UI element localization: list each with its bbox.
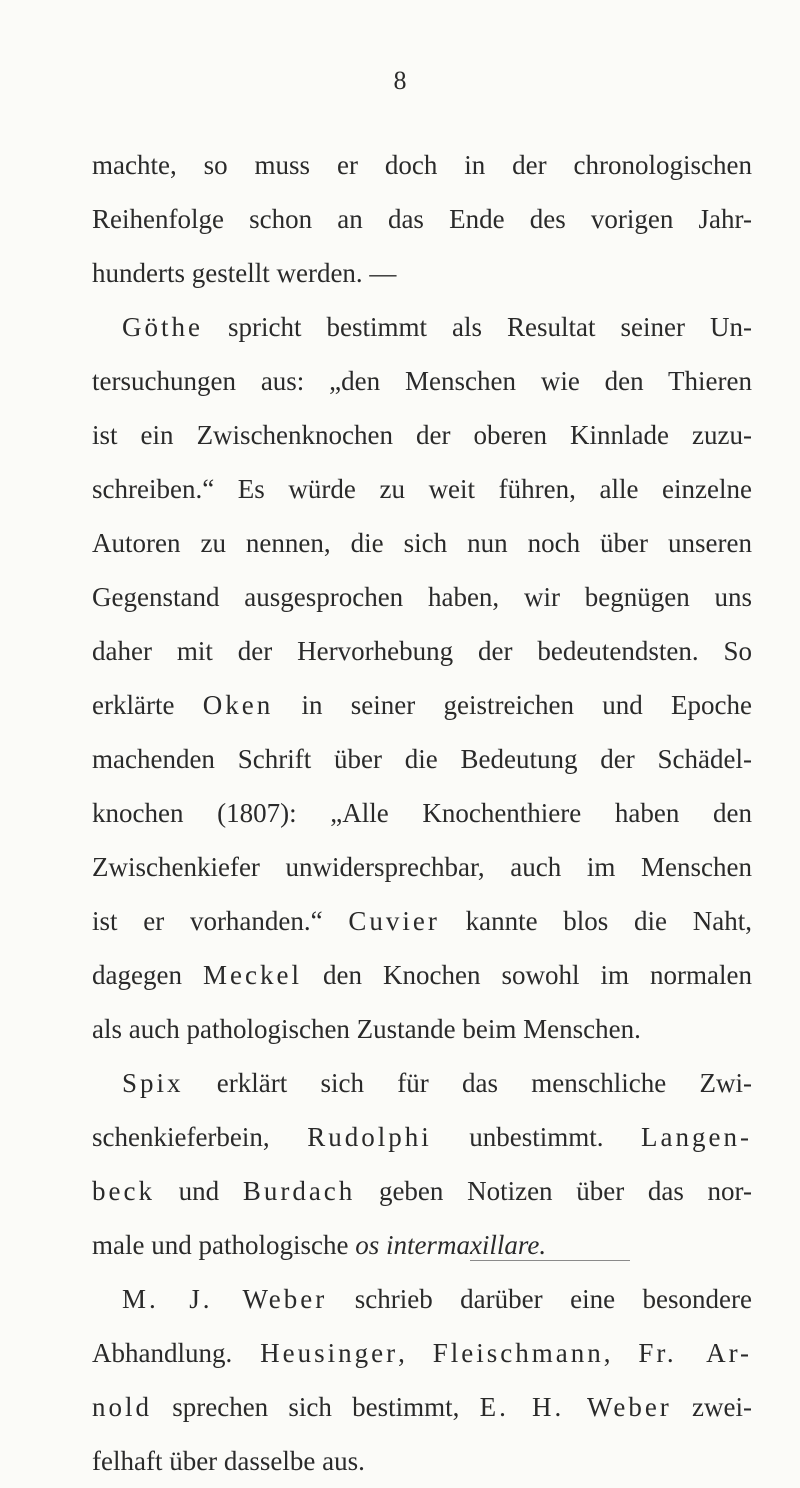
text-line (92, 408, 752, 462)
text-line (92, 732, 752, 786)
text-line (92, 1056, 752, 1110)
author-name: Heusinger (260, 1338, 399, 1368)
text-segment: kannte blos die Naht, (439, 906, 752, 936)
text-segment: Abhandlung. (92, 1338, 261, 1368)
author-name: nold (92, 1392, 153, 1422)
text-line (92, 678, 752, 732)
author-name: Burdach (242, 1176, 356, 1206)
text-line (92, 516, 752, 570)
text-segment: schreiben.“ Es würde zu weit führen, alle einzelne (92, 474, 752, 504)
text-segment: erklärt sich für das menschliche Zwi- (183, 1068, 752, 1098)
text-segment: Autoren zu nennen, die sich nun noch über unseren (92, 528, 752, 558)
text-line (92, 786, 752, 840)
latin-term: os intermaxillare. (355, 1230, 547, 1260)
text-line (92, 894, 752, 948)
text-line (92, 300, 752, 354)
text-segment: knochen (1807): „Alle Knochenthiere haben den (92, 798, 752, 828)
text-segment: sprechen sich bestimmt, (152, 1392, 480, 1422)
text-segment: male und pathologische (92, 1230, 356, 1260)
text-segment: machte, so muss er doch in der chronologischen (92, 150, 752, 180)
page-number: 8 (393, 66, 407, 95)
text-line (92, 192, 752, 246)
text-line (92, 138, 752, 192)
text-segment: Gegenstand ausgesprochen haben, wir begnügen uns (92, 582, 752, 612)
text-line (92, 948, 752, 1002)
author-name: beck (92, 1176, 155, 1206)
text-segment: felhaft über dasselbe aus. (92, 1446, 365, 1476)
author-name: E. H. Weber (479, 1392, 672, 1422)
text-line (92, 1272, 752, 1326)
author-name: Oken (202, 690, 274, 720)
text-segment: in seiner geistreichen und Epoche (273, 690, 753, 720)
author-name: Meckel (202, 960, 302, 990)
text-segment: , (603, 1338, 639, 1368)
text-segment: hunderts gestellt werden. — (92, 258, 397, 288)
text-line (92, 1434, 752, 1488)
text-segment: tersuchungen aus: „den Menschen wie den Thieren (92, 366, 752, 396)
text-segment: und (154, 1176, 243, 1206)
text-segment: Reihenfolge schon an das Ende des vorigen Jahr- (92, 204, 752, 234)
text-segment: den Knochen sowohl im normalen (301, 960, 752, 990)
author-name: Fr. Ar- (638, 1338, 753, 1368)
author-name: Spix (122, 1068, 184, 1098)
text-line (92, 624, 752, 678)
text-line (92, 354, 752, 408)
text-segment: schenkieferbein, (92, 1122, 308, 1152)
text-line (92, 1326, 752, 1380)
text-segment: Zwischenkiefer unwidersprechbar, auch im Menschen (92, 852, 752, 882)
text-segment: , (398, 1338, 433, 1368)
text-segment: machenden Schrift über die Bedeutung der Schädel- (92, 744, 752, 774)
author-name: Fleischmann (432, 1338, 604, 1368)
author-name: Langen- (641, 1122, 752, 1152)
text-line (92, 1110, 752, 1164)
text-segment: spricht bestimmt als Resultat seiner Un- (202, 312, 752, 342)
body-text (92, 138, 752, 1488)
text-line (92, 840, 752, 894)
text-segment: erklärte (92, 690, 203, 720)
text-segment: zwei- (671, 1392, 752, 1422)
text-segment: daher mit der Hervorhebung der bedeutendsten. So (92, 636, 752, 666)
text-segment: ist er vorhanden.“ (92, 906, 349, 936)
text-segment: ist ein Zwischenknochen der oberen Kinnlade zuzu- (92, 420, 752, 450)
text-line (92, 570, 752, 624)
author-name: Cuvier (348, 906, 440, 936)
author-name: Rudolphi (307, 1122, 432, 1152)
text-line (92, 1218, 752, 1272)
text-line (92, 1002, 752, 1056)
text-segment: dagegen (92, 960, 203, 990)
footer-rule (470, 1260, 630, 1261)
text-line (92, 246, 752, 300)
text-segment: unbestimmt. (431, 1122, 642, 1152)
text-segment: als auch pathologischen Zustande beim Menschen. (92, 1014, 641, 1044)
author-name: M. J. Weber (122, 1284, 328, 1314)
author-name: Göthe (122, 312, 203, 342)
text-segment: geben Notizen über das nor- (355, 1176, 752, 1206)
text-line (92, 1380, 752, 1434)
text-line (92, 462, 752, 516)
text-line (92, 1164, 752, 1218)
text-segment: schrieb darüber eine besondere (327, 1284, 752, 1314)
